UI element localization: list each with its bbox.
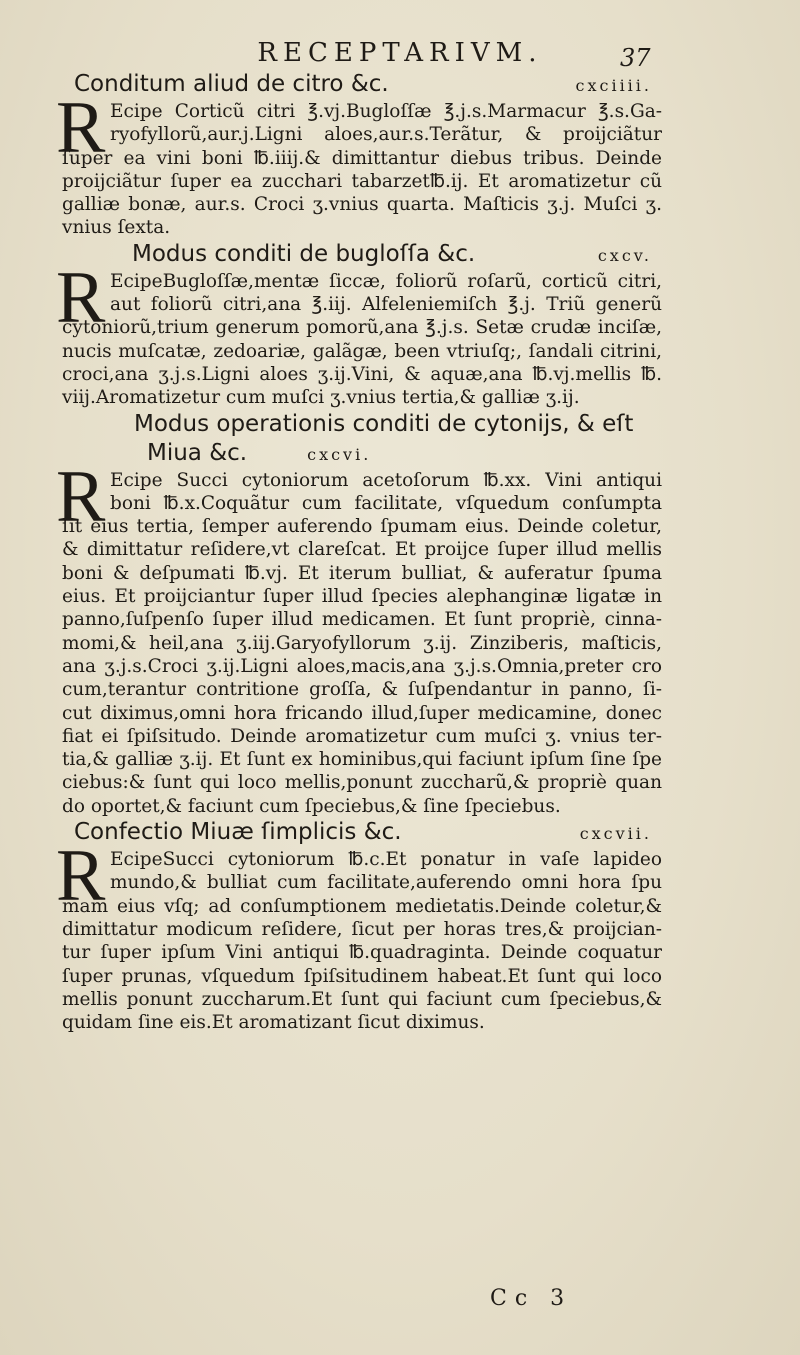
text-line: Ecipe Succi cytoniorum acetoſorum ℔.xx. Vini antiqui — [110, 469, 662, 491]
text-line: & dimittatur reſidere,vt clareſcat. Et proijce ſuper illud mellis — [62, 539, 662, 561]
text-line: cum,terantur contritione groſſa, & ſuſpendantur in panno, ſi- — [62, 679, 662, 701]
text-line: boni ℔.x.Coquãtur cum facilitate, vſquedum conſumpta — [110, 492, 662, 514]
text-line: Ecipe Corticũ citri ℥.vj.Bugloſſæ ℥.j.s.Marmacur ℥.s.Ga- — [110, 101, 662, 122]
text-line: fiat ei ſpiſsitudo. Deinde aromatizetur cum muſci ʒ. vnius ter- — [62, 725, 662, 747]
section-heading — [62, 70, 662, 100]
text-block — [56, 70, 662, 1034]
drop-cap: R — [56, 455, 106, 538]
text-line: aut foliorũ citri,ana ℥.iij. Alfeleniemiſch ℥.j. Triũ generũ — [110, 294, 662, 316]
text-line: ryofyllorũ,aur.j.Ligni aloes,aur.s.Terãtur, & proijciãtur — [110, 124, 662, 146]
text-line: EcipeSucci cytoniorum ℔.c.Et ponatur in vaſe lapideo — [110, 849, 662, 871]
recipe-number: cxcv. — [597, 245, 652, 265]
recipe-paragraph — [56, 835, 662, 1034]
drop-cap: R — [56, 835, 106, 918]
section-heading — [62, 410, 662, 439]
text-line: boni & deſpumati ℔.vj. Et iterum bulliat, & auferatur ſpuma — [62, 562, 662, 584]
text-line: mundo,& bulliat cum facilitate,auferendo omni hora ſpu — [110, 872, 662, 894]
recipe-paragraph — [56, 87, 662, 240]
heading-text: Modus conditi de bugloſſa &c. — [132, 240, 476, 267]
text-line: eius. Et proijciantur ſuper illud ſpecies alephanginæ ligatæ in — [62, 586, 662, 608]
text-line: panno,ſuſpenſo ſuper illud medicamen. Et ſunt propriè, cinna- — [62, 609, 662, 631]
signature-mark: Cc 3 — [490, 1286, 573, 1311]
section-heading — [62, 818, 662, 848]
page-number: 37 — [620, 44, 651, 72]
text-line: ana ʒ.j.s.Croci ʒ.ij.Ligni aloes,macis,ana ʒ.j.s.Omnia,preter cro — [62, 655, 662, 677]
text-line: quidam ſine eis.Et aromatizant ſicut diximus. — [62, 1012, 485, 1034]
heading-text: Conditum aliud de citro &c. — [74, 71, 389, 97]
text-line: momi,& heil,ana ʒ.iij.Garyofyllorum ʒ.ij. Zinziberis, maſticis, — [62, 632, 662, 654]
text-line: tia,& galliæ ʒ.ij. Et ſunt ex hominibus,qui faciunt ipſum ſine ſpe — [62, 749, 662, 771]
section-heading — [62, 240, 662, 270]
text-line: EcipeBugloſſæ,mentæ ſiccæ, foliorũ roſarũ, corticũ citri, — [110, 270, 662, 292]
text-line: vnius ſexta. — [62, 217, 171, 239]
heading-text: Miua &c. — [147, 439, 248, 466]
text-line: ſuper prunas, vſquedum ſpiſsitudinem habeat.Et ſunt qui loco — [62, 965, 662, 987]
text-line: mellis ponunt zuccharum.Et ſunt qui faciunt cum ſpeciebus,& — [62, 988, 662, 1010]
text-line: cut diximus,omni hora fricando illud,ſuper medicamine, donec — [62, 702, 662, 724]
recipe-paragraph — [56, 455, 662, 818]
text-line: dimittatur modicum reſidere, ſicut per horas tres,& proijcian- — [62, 918, 662, 940]
text-line: ſit eius tertia, ſemper auferendo ſpumam eius. Deinde coletur, — [62, 516, 662, 538]
recipe-number: cxcvii. — [579, 824, 652, 844]
recipe-number: cxcvi. — [307, 444, 372, 464]
text-line: mam eius vſq; ad conſumptionem medietatis.Deinde coletur,& — [62, 895, 662, 917]
drop-cap: R — [56, 256, 106, 339]
text-line: viij.Aromatizetur cum muſci ʒ.vnius tertia,& galliæ ʒ.ij. — [62, 387, 580, 409]
text-line: tur ſuper ipſum Vini antiqui ℔.quadraginta. Deinde coquatur — [62, 942, 662, 964]
text-line: do oportet,& faciunt cum ſpeciebus,& ſine ſpeciebus. — [62, 795, 561, 817]
heading-text: Confectio Miuæ ſimplicis &c. — [74, 819, 402, 846]
running-head: RECEPTARIVM. — [257, 38, 543, 68]
heading-text: Modus operationis conditi de cytonijs, & eſt — [134, 410, 634, 437]
recipe-paragraph — [56, 256, 662, 410]
text-line: galliæ bonæ, aur.s. Croci ʒ.vnius quarta. Maſticis ʒ.j. Muſci ʒ. — [62, 194, 662, 216]
text-line: cytoniorũ,trium generum pomorũ,ana ℥.j.s. Setæ crudæ inciſæ, — [62, 317, 662, 339]
text-line: nucis muſcatæ, zedoariæ, galãgæ, been vtriuſq;, ſandali citrini, — [62, 340, 662, 362]
drop-cap: R — [56, 87, 106, 169]
recipe-number: cxciiii. — [575, 76, 652, 95]
text-line: ſuper ea vini boni ℔.iiij.& dimittantur diebus tribus. Deinde — [62, 147, 662, 169]
text-line: proijciãtur ſuper ea zucchari tabarzet℔.ij. Et aromatizetur cũ — [62, 170, 662, 192]
text-line: croci,ana ʒ.j.s.Ligni aloes ʒ.ij.Vini, & aquæ,ana ℔.vj.mellis ℔. — [62, 363, 662, 385]
text-line: ciebus:& ſunt qui loco mellis,ponunt zuccharũ,& propriè quan — [62, 772, 662, 794]
section-heading-continued — [62, 439, 662, 469]
